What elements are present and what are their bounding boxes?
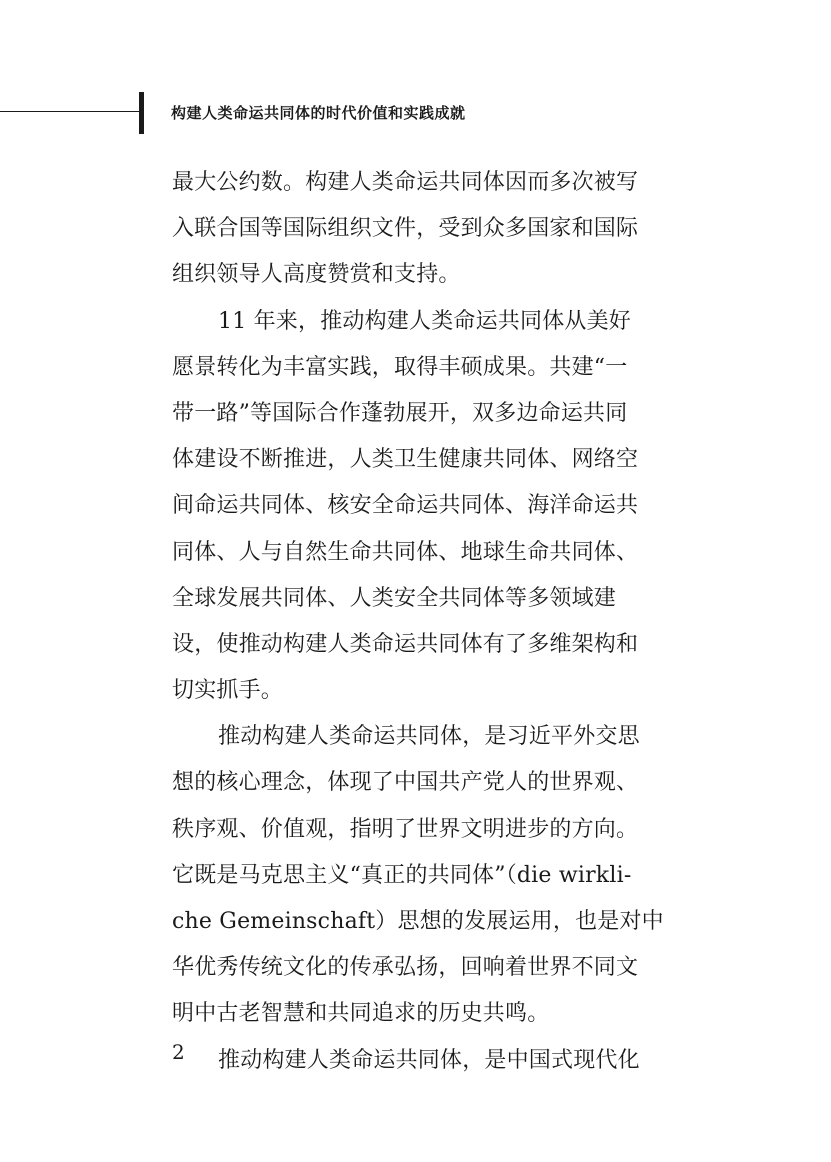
text-line: 入联合国等国际组织文件，受到众多国家和国际 [172, 216, 639, 242]
paragraph-first-line: 11 年来，推动构建人类命运共同体从美好 [218, 308, 631, 334]
text-line: 最大公约数。构建人类命运共同体因而多次被写 [172, 170, 639, 195]
text-line: 愿景转化为丰富实践，取得丰硕成果。共建“一 [172, 354, 628, 380]
text-line: 想的核心理念，体现了中国共产党人的世界观、 [172, 770, 639, 796]
text-line: 全球发展共同体、人类安全共同体等多领域建 [172, 585, 617, 611]
paragraph-first-line: 推动构建人类命运共同体，是中国式现代化 [218, 1047, 640, 1073]
text-line: che Gemeinschaft）思想的发展运用，也是对中 [172, 909, 664, 934]
header-vertical-bar [139, 92, 144, 134]
text-line: 明中古老智慧和共同追求的历史共鸣。 [172, 1001, 550, 1027]
text-line: 体建设不断推进，人类卫生健康共同体、网络空 [172, 447, 639, 473]
paragraph-first-line: 推动构建人类命运共同体，是习近平外交思 [218, 724, 640, 750]
text-line: 它既是马克思主义“真正的共同体”（die wirkli- [172, 862, 632, 888]
header-rule-line [0, 111, 141, 112]
text-line: 设，使推动构建人类命运共同体有了多维架构和 [172, 631, 639, 657]
page-number: 2 [172, 1040, 185, 1064]
text-line: 切实抓手。 [172, 678, 284, 704]
text-line: 间命运共同体、核安全命运共同体、海洋命运共 [172, 493, 639, 519]
text-line: 同体、人与自然生命共同体、地球生命共同体、 [172, 539, 639, 565]
text-line: 带一路”等国际合作蓬勃展开，双多边命运共同 [172, 400, 628, 426]
running-header-title: 构建人类命运共同体的时代价值和实践成就 [171, 104, 466, 122]
text-line: 华优秀传统文化的传承弘扬，回响着世界不同文 [172, 955, 639, 981]
text-line: 组织领导人高度赞赏和支持。 [172, 262, 461, 288]
body-text [172, 160, 662, 1084]
text-line: 秩序观、价值观，指明了世界文明进步的方向。 [172, 816, 639, 842]
